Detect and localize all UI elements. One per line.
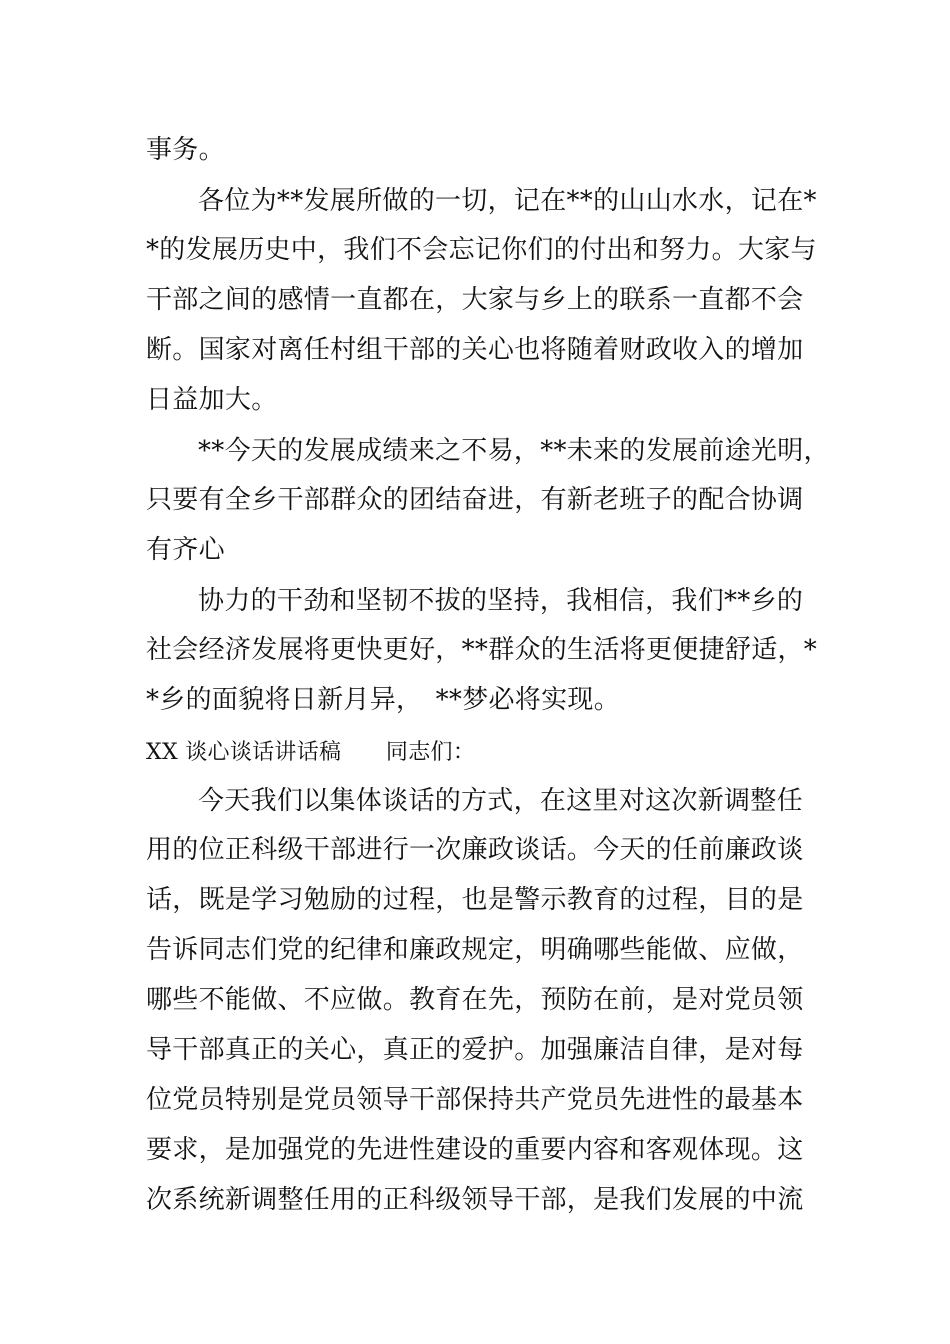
text-line: *的发展历史中，我们不会忘记你们的付出和努力。大家与 bbox=[146, 235, 817, 265]
text-line-1: 事务。 bbox=[146, 135, 225, 165]
text-line: 次系统新调整任用的正科级领导干部，是我们发展的中流 bbox=[146, 1185, 804, 1215]
text-line: 干部之间的感情一直都在，大家与乡上的联系一直都不会 bbox=[146, 285, 804, 315]
text-line: 哪些不能做、不应做。教育在先，预防在前，是对党员领 bbox=[146, 985, 804, 1015]
text-line: 导干部真正的关心，真正的爱护。加强廉洁自律，是对每 bbox=[146, 1035, 804, 1065]
text-line: *乡的面貌将日新月异， **梦必将实现。 bbox=[146, 685, 621, 715]
text-line: 要求，是加强党的先进性建设的重要内容和客观体现。这 bbox=[146, 1135, 804, 1165]
text-line: 日益加大。 bbox=[146, 385, 278, 415]
paragraph-start-line: **今天的发展成绩来之不易，**未来的发展前途光明， bbox=[198, 436, 830, 466]
text-line: 用的位正科级干部进行一次廉政谈话。今天的任前廉政谈 bbox=[146, 835, 804, 865]
text-line: 社会经济发展将更快更好，**群众的生活将更便捷舒适，* bbox=[146, 635, 818, 665]
paragraph-start-line: 今天我们以集体谈话的方式，在这里对这次新调整任 bbox=[198, 786, 803, 816]
text-line: 只要有全乡干部群众的团结奋进，有新老班子的配合协调 bbox=[146, 485, 804, 515]
text-line: 有齐心 bbox=[146, 535, 225, 565]
text-line: 位党员特别是党员领导干部保持共产党员先进性的最基本 bbox=[146, 1085, 804, 1115]
text-line: 告诉同志们党的纪律和廉政规定，明确哪些能做、应做， bbox=[146, 935, 804, 965]
text-line: 断。国家对离任村组干部的关心也将随着财政收入的增加 bbox=[146, 335, 804, 365]
text-line: 话，既是学习勉励的过程，也是警示教育的过程，目的是 bbox=[146, 885, 804, 915]
paragraph-start-line: 各位为**发展所做的一切，记在**的山山水水，记在* bbox=[198, 186, 817, 216]
paragraph-start-line: 协力的干劲和坚韧不拔的坚持，我相信，我们**乡的 bbox=[198, 586, 804, 616]
section-heading: XX 谈心谈话讲话稿 同志们： bbox=[146, 740, 476, 765]
